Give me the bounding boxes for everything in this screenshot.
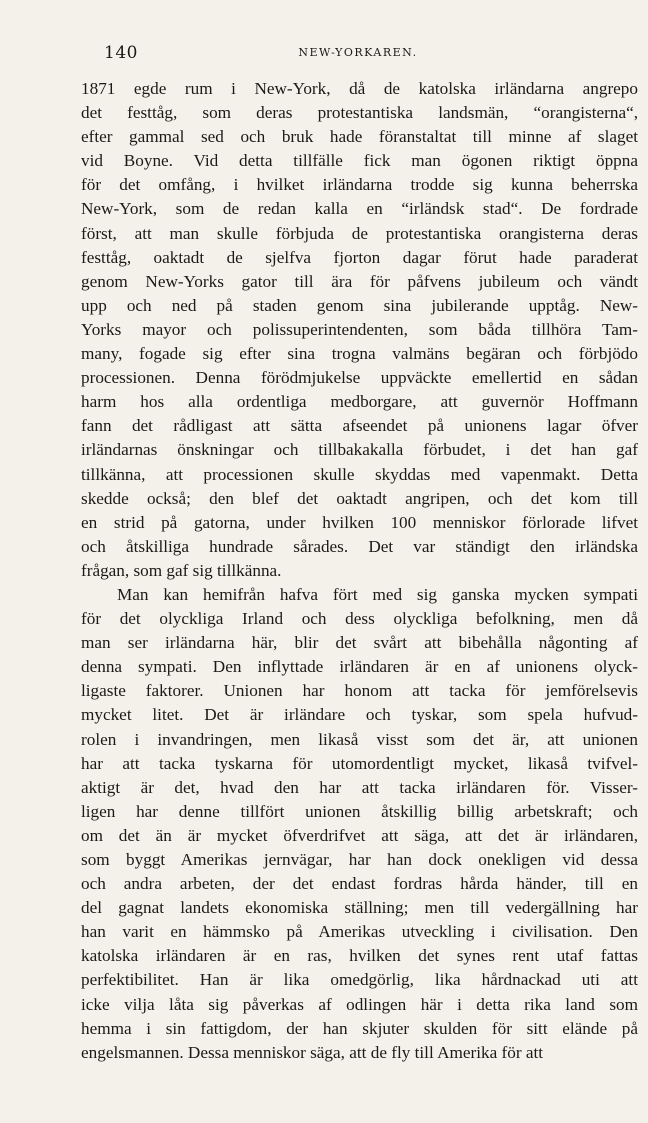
- paragraph: [81, 77, 638, 583]
- text-line: katolska irländaren är en ras, hvilken det synes rent utaf fattas: [81, 946, 638, 966]
- text-line: upp och ned på staden genom sina jubilerande upptåg. New-: [81, 295, 638, 315]
- text-line: festtåg, oaktadt de sjelfva fjorton dagar förut hade paraderat: [81, 247, 638, 267]
- text-line: det festtåg, som deras protestantiska landsmän, “orangisterna“,: [81, 103, 638, 123]
- text-line: engelsmannen. Dessa menniskor säga, att de fly till Amerika för att: [81, 1042, 544, 1062]
- text-line: perfektibilitet. Han är lika omedgörlig, lika hårdnackad uti att: [81, 970, 638, 990]
- text-line: irländarnas önskningar och tillbakakalla förbudet, i det han gaf: [81, 440, 638, 460]
- text-line: för det omfång, i hvilket irländarna trodde sig kunna beherrska: [81, 175, 638, 195]
- text-line: aktigt är det, hvad den har att tacka irländaren för. Visser-: [81, 777, 638, 797]
- text-line: först, att man skulle förbjuda de protestantiska orangisterna deras: [81, 223, 638, 243]
- text-line: many, fogade sig efter sina trogna valmäns begäran och förbjödo: [81, 344, 638, 364]
- text-line: harm hos alla ordentliga medborgare, att guvernör Hoffmann: [81, 392, 638, 412]
- running-head: NEW-YORKAREN.: [298, 46, 418, 59]
- text-line: ligen har denne tillfört unionen åtskillig billig arbetskraft; och: [81, 801, 638, 821]
- text-line: New-York, som de redan kalla en “irländsk stad“. De fordrade: [81, 199, 638, 219]
- text-line: mycket litet. Det är irländare och tyskar, som spela hufvud-: [81, 705, 638, 725]
- text-line: tillkänna, att processionen skulle skyddas med vapenmakt. Detta: [81, 464, 638, 484]
- text-line: icke vilja låta sig påverkas af odlingen här i detta rika land som: [81, 994, 638, 1014]
- body-text: [81, 77, 638, 1065]
- text-line: som byggt Amerikas jernvägar, har han dock onekligen vid dessa: [81, 850, 638, 869]
- text-line: har att tacka tyskarna för utomordentligt mycket, likaså tvifvel-: [81, 753, 638, 773]
- text-line: vid Boyne. Vid detta tillfälle fick man ögonen riktigt öppna: [81, 151, 638, 171]
- text-line: denna sympati. Den inflyttade irländaren är en af unionens olyck-: [81, 657, 638, 677]
- text-line: fann det rådligast att sätta afseendet på unionens lagar öfver: [81, 416, 638, 436]
- text-line: skedde också; den blef det oaktadt angripen, och det kom till: [81, 488, 638, 508]
- text-line: ligaste faktorer. Unionen har honom att tacka för jemförelsevis: [81, 681, 638, 701]
- text-line: efter gammal sed och bruk hade föranstaltat till minne af slaget: [81, 127, 638, 147]
- text-line: och andra arbeten, der det endast fordras hårda händer, till en: [81, 874, 638, 894]
- text-line: frågan, som gaf sig tillkänna.: [81, 560, 282, 580]
- text-line: rolen i invandringen, men likaså visst som det är, att unionen: [81, 729, 638, 749]
- text-line: Yorks mayor och polissuperintendenten, som båda tillhöra Tam-: [81, 319, 638, 339]
- text-line: 1871 egde rum i New-York, då de katolska irländarna angrepo: [81, 79, 638, 98]
- paragraph: [81, 583, 638, 1065]
- text-line: för det olyckliga Irland och dess olyckliga befolkning, men då: [81, 609, 638, 629]
- text-line: genom New-Yorks gator till ära för påfvens jubileum och vändt: [81, 271, 638, 291]
- text-line: processionen. Denna förödmjukelse uppväckte emellertid en sådan: [81, 368, 638, 388]
- page-number: 140: [104, 43, 138, 63]
- text-line: Man kan hemifrån hafva fört med sig ganska mycken sympati: [117, 584, 638, 604]
- text-line: en strid på gatorna, under hvilken 100 menniskor förlorade lifvet: [81, 512, 638, 532]
- text-line: och åtskilliga hundrade sårades. Det var ständigt den irländska: [81, 536, 638, 556]
- text-line: hemma i sin fattigdom, der han skjuter skulden för sitt elände på: [81, 1018, 638, 1038]
- text-line: han varit en hämmsko på Amerikas utveckling i civilisation. Den: [81, 922, 638, 942]
- text-line: man ser irländarna här, blir det svårt att bibehålla någonting af: [81, 633, 638, 653]
- text-line: om det än är mycket öfverdrifvet att säga, att det är irländaren,: [81, 825, 638, 845]
- page-header: [78, 43, 638, 65]
- text-line: del gagnat landets ekonomiska ställning; men till vedergällning har: [81, 898, 638, 918]
